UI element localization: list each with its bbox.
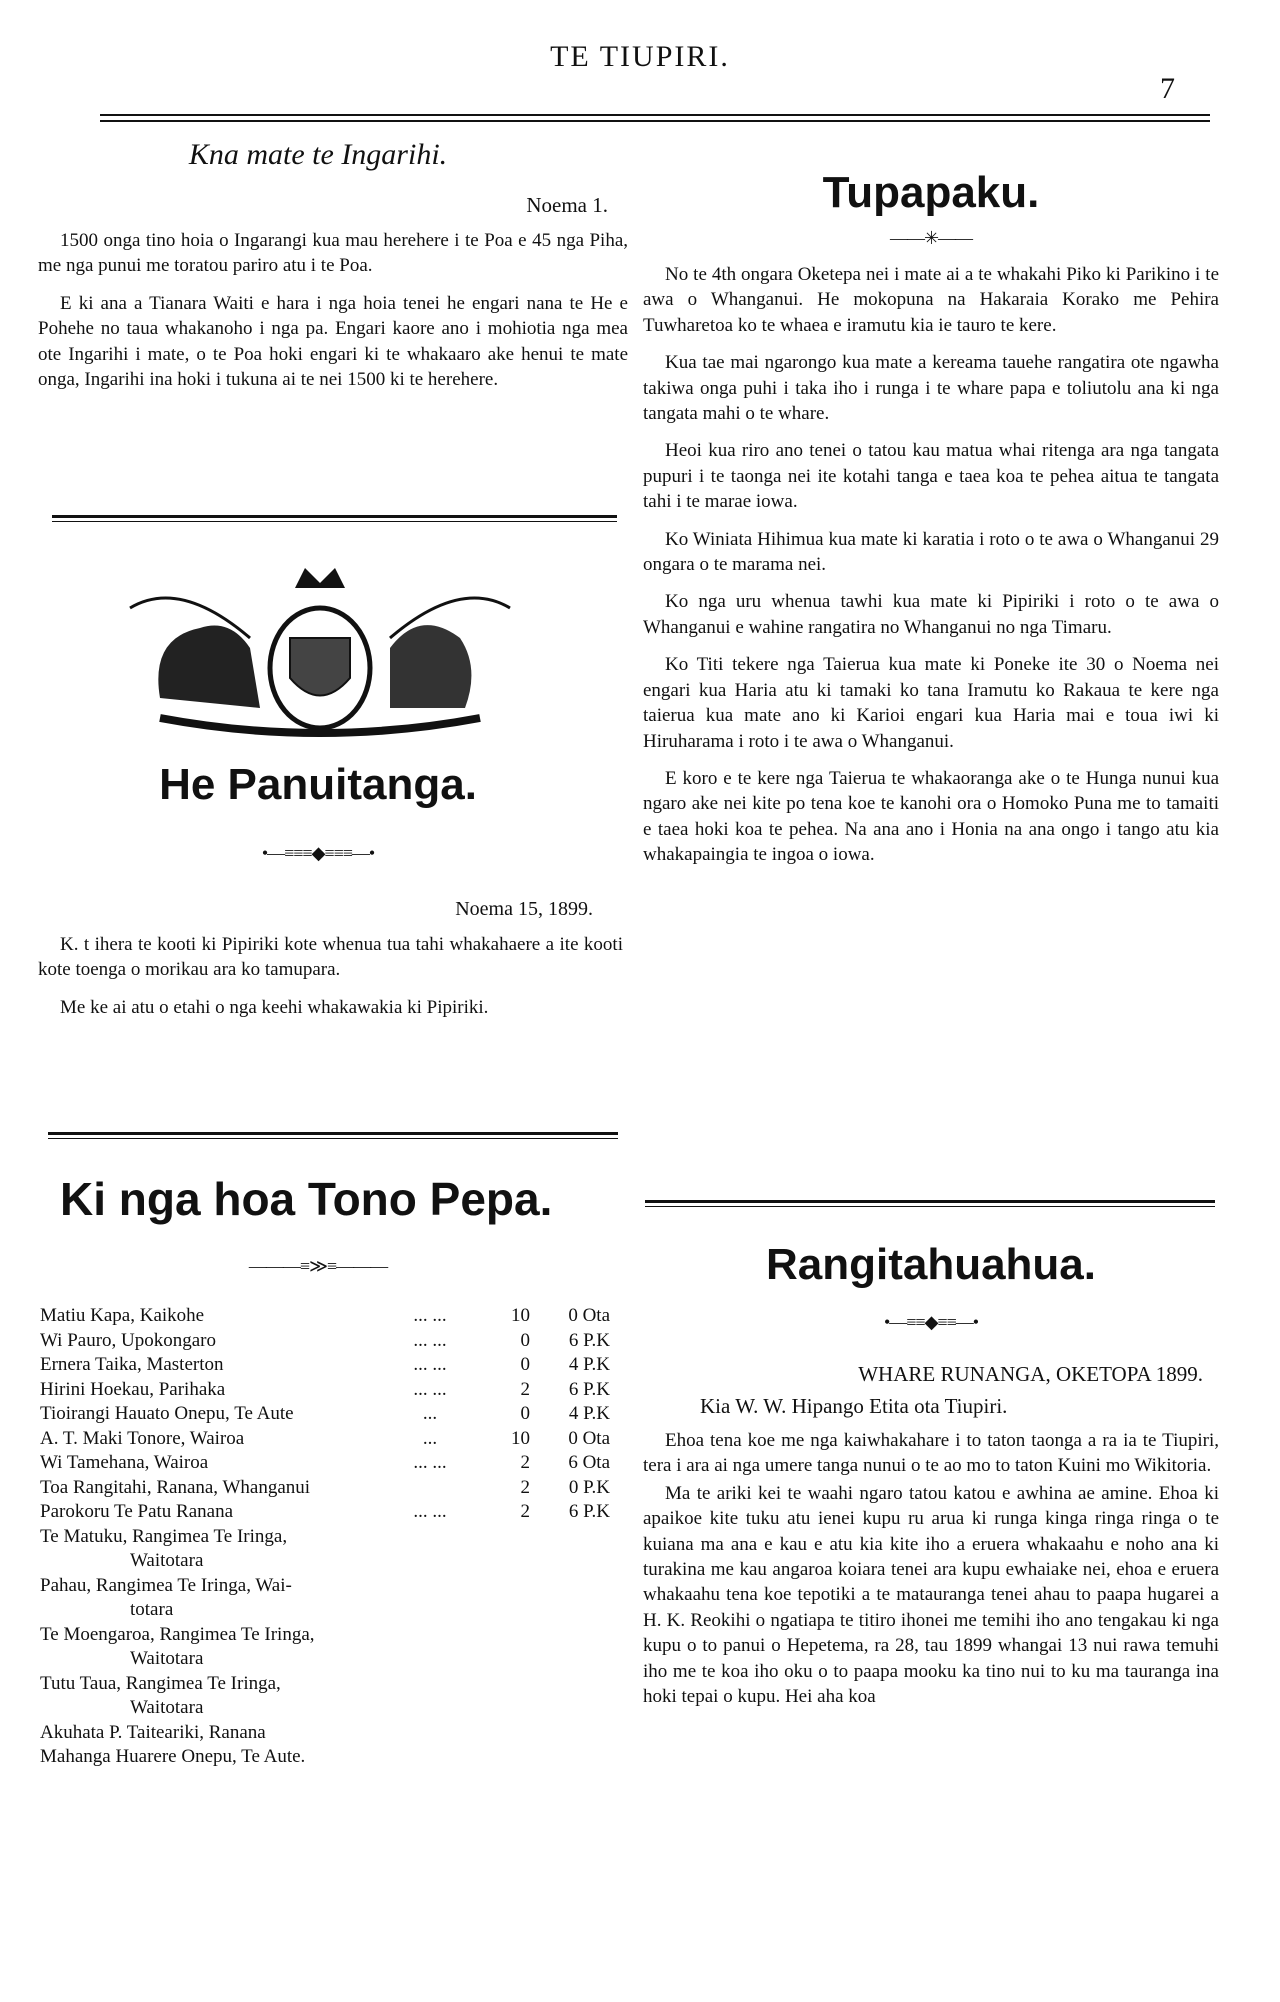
subscriber-name: Wi Pauro, Upokongaro — [40, 1329, 217, 1351]
article-body-kna-mate — [38, 228, 628, 404]
amount-detail: 0 Ota — [568, 1427, 610, 1449]
subscriber-name: Te Moengaroa, Rangimea Te Iringa, — [40, 1623, 315, 1645]
amount-detail: 0 Ota — [568, 1305, 610, 1326]
amount: 0 — [520, 1403, 530, 1424]
paragraph: Ehoa tena koe me nga kaiwhakahare i to taton taonga a ra ia te Tiupiri, tera i ara ai nga umere tanga nunui o te ao mo to taton Kuini mo Wikitoria. — [643, 1430, 1219, 1477]
subscriber-name: Toa Rangitahi, Ranana, Whanganui — [40, 1476, 311, 1498]
subscriber-name: Hirini Hoekau, Parihaka — [40, 1378, 226, 1400]
section-divider — [48, 1132, 618, 1139]
article-title-he-panuitanga: He Panuitanga. — [159, 760, 477, 809]
article-body-tupapaku — [643, 262, 1219, 880]
article-title-rangitahuahua: Rangitahuahua. — [765, 1240, 1097, 1289]
subscriber-name: Wi Tamehana, Wairoa — [40, 1452, 209, 1473]
list-item — [40, 1623, 440, 1672]
paragraph: Kua tae mai ngarongo kua mate a kereama tauehe rangatira ote ngawha takiwa onga puhi i taka iho i runga i te whare papa e toliutolu ana ki nga tangata mahi o te whare. — [643, 352, 1219, 425]
masthead-rule — [100, 114, 1210, 122]
list-item — [40, 1574, 440, 1623]
amount: 10 — [511, 1427, 530, 1449]
paragraph: Me ke ai atu o etahi o nga keehi whakawakia ki Pipiriki. — [60, 996, 489, 1018]
subscriber-name-continued: Waitotara — [130, 1648, 204, 1669]
list-item — [40, 1329, 610, 1354]
paragraph: 1500 onga tino hoia o Ingarangi kua mau herehere i te Poa e 45 nga Piha, me nga punui me toratou pariro atu i te Poa. — [38, 230, 628, 277]
article-date: Noema 1. — [526, 193, 608, 217]
ornament-divider: •—≡≡≡◆≡≡≡—• — [261, 843, 375, 863]
amount: 2 — [520, 1501, 530, 1522]
amount: 0 — [520, 1354, 530, 1375]
subscriber-name: Parokoru Te Patu Ranana — [40, 1501, 234, 1522]
ornament-divider: •—≡≡◆≡≡—• — [883, 1312, 979, 1332]
paragraph: Ko nga uru whenua tawhi kua mate ki Pipiriki i roto o te awa o Whanganui e wahine rangatira no Whanganui no nga Timaru. — [643, 591, 1219, 638]
subscriber-name: Tioirangi Hauato Onepu, Te Aute — [40, 1403, 294, 1424]
list-item — [40, 1378, 610, 1403]
dateline: WHARE RUNANGA, OKETOPA 1899. — [858, 1362, 1203, 1386]
list-item — [40, 1353, 610, 1378]
subscriber-name-continued: Waitotara — [130, 1697, 204, 1718]
amount-detail: 6 P.K — [568, 1329, 610, 1351]
leader-dots: ... ... — [413, 1501, 447, 1522]
subscriber-name: Matiu Kapa, Kaikohe — [40, 1305, 205, 1326]
list-item — [40, 1427, 610, 1452]
salutation: Kia W. W. Hipango Etita ota Tiupiri. — [700, 1394, 1008, 1418]
article-body-he-panuitanga — [38, 932, 623, 1032]
subscriber-name: A. T. Maki Tonore, Wairoa — [40, 1427, 245, 1449]
ornament-divider: ——✳—— — [889, 228, 973, 248]
section-divider — [645, 1200, 1215, 1207]
list-item — [40, 1304, 610, 1329]
amount: 2 — [520, 1476, 530, 1498]
list-item — [40, 1402, 610, 1427]
list-item — [40, 1721, 440, 1746]
subscriber-name: Akuhata P. Taiteariki, Ranana — [40, 1721, 266, 1743]
paragraph: E koro e te kere nga Taierua te whakaoranga ake o te Hunga nunui kua ngaro ake nei kite po tena koe te kanohi ora o Homoko Puna me to tamaiti e taea hoki koa te pehea. Na ana ano i Honia na ana ongo i tango atu kia whakapaingia te ingoa o iowa. — [643, 767, 1219, 866]
subscriber-list — [40, 1304, 610, 1770]
list-item — [40, 1672, 440, 1721]
leader-dots: ... — [422, 1403, 438, 1424]
list-item — [40, 1451, 610, 1476]
subscriber-name-continued: totara — [130, 1599, 174, 1620]
subscriber-name: Te Matuku, Rangimea Te Iringa, — [40, 1525, 288, 1547]
paragraph: Heoi kua riro ano tenei o tatou kau matua whai ritenga ara nga tangata pupuri i te taonga nei ite kotahi tanga e taea koa te pehea aitua te tangata tahi i te marae iowa. — [643, 440, 1219, 513]
list-item — [40, 1525, 440, 1574]
amount-detail: 4 P.K — [568, 1403, 610, 1424]
masthead-title: TE TIUPIRI. — [550, 40, 730, 73]
article-date: Noema 15, 1899. — [455, 898, 593, 920]
amount-detail: 0 P.K — [568, 1476, 610, 1498]
article-title-ki-nga-hoa: Ki nga hoa Tono Pepa. — [60, 1173, 553, 1225]
paragraph: Ko Winiata Hihimua kua mate ki karatia i roto o te awa o Whanganui 29 ongara o te marama nei. — [643, 528, 1219, 576]
list-item — [40, 1476, 610, 1501]
list-item — [40, 1745, 440, 1770]
coat-of-arms-illustration — [120, 548, 520, 748]
subscriber-name: Pahau, Rangimea Te Iringa, Wai- — [40, 1574, 292, 1596]
ornament-divider: ———≡≫≡——— — [248, 1256, 388, 1276]
amount: 0 — [520, 1329, 530, 1351]
leader-dots: ... ... — [413, 1329, 447, 1351]
subscriber-name: Ernera Taika, Masterton — [40, 1354, 224, 1375]
article-title-kna-mate: Kna mate te Ingarihi. — [188, 138, 448, 171]
leader-dots: ... — [422, 1427, 438, 1449]
paragraph: K. t ihera te kooti ki Pipiriki kote whenua tua tahi whakahaere a ite kooti kote toenga o morikau ara ko tamupara. — [38, 934, 623, 981]
leader-dots — [370, 1476, 490, 1501]
amount-detail: 6 P.K — [568, 1501, 610, 1522]
paragraph: Ma te ariki kei te waahi ngaro tatou katou e awhina ae amine. Ehoa ki apaikoe kite tuku atu ienei kupu ru arua ki runga kinga ringa ringa o te kuiana ma ana e kau e atu kia kite iho a eruera whakaahu e noho ana ki turakina me kau angaroa koiara tenei ara kupu ewhaiake nei, ehoa e eruera whakaahu tena koe tepotiki a te matauranga tenei ahau to paapa hugarei a H. K. Reokihi o ngatiapa te titiro ihonei me temihi iho ano tengakau ki nga kupu o to panui o Hepetema, ra 28, tau 1899 whangai 13 nui rawa temuhi iho me te koa iho oku o to paapa mooku ka tino nui to ku ma tauranga ina hoki tepai o kupu. Hei aha koa — [643, 1482, 1219, 1708]
amount: 2 — [520, 1378, 530, 1400]
leader-dots: ... ... — [413, 1452, 447, 1473]
amount: 10 — [511, 1305, 530, 1326]
subscriber-name: Tutu Taua, Rangimea Te Iringa, — [40, 1672, 281, 1694]
paragraph: No te 4th ongara Oketepa nei i mate ai a te whakahi Piko ki Parikino i te awa o Whanganui. He mokopuna na Hakaraia Korako me Pehira Tuwharetoa ko te whaea e iramutu kia ie tauro te kere. — [643, 264, 1219, 336]
amount-detail: 4 P.K — [568, 1354, 610, 1375]
article-title-tupapaku: Tupapaku. — [822, 168, 1040, 217]
article-body-rangitahuahua — [643, 1428, 1219, 1721]
leader-dots: ... ... — [413, 1305, 447, 1326]
leader-dots: ... ... — [413, 1378, 447, 1400]
amount: 2 — [520, 1452, 530, 1473]
subscriber-name-continued: Waitotara — [130, 1550, 204, 1571]
paragraph: E ki ana a Tianara Waiti e hara i nga hoia tenei he engari nana te He e Pohehe no taua whakanoho i nga pa. Engari kaore ano i mohiotia nga mea ote Ingarihi i mate, o te Poa hoki engari ki te whakaaro ake henui te mate onga, Ingarihi ina hoki i tukuna ai te nei 1500 ki te herehere. — [38, 292, 628, 391]
paragraph: Ko Titi tekere nga Taierua kua mate ki Poneke ite 30 o Noema nei engari kua Haria atu ki tamaki ko tana Iramutu ko Rakaua te kere nga taierua kua mate ano ki Karioi engari kua Haria mai e toua iwi ki Hiruharama i roto i te awa o Whanganui. — [643, 654, 1219, 752]
subscriber-name: Mahanga Huarere Onepu, Te Aute. — [40, 1746, 306, 1767]
amount-detail: 6 P.K — [568, 1378, 610, 1400]
leader-dots: ... ... — [413, 1354, 447, 1375]
list-item — [40, 1500, 610, 1525]
section-divider — [52, 515, 617, 522]
page-number: 7 — [1160, 72, 1175, 105]
amount-detail: 6 Ota — [568, 1452, 610, 1473]
